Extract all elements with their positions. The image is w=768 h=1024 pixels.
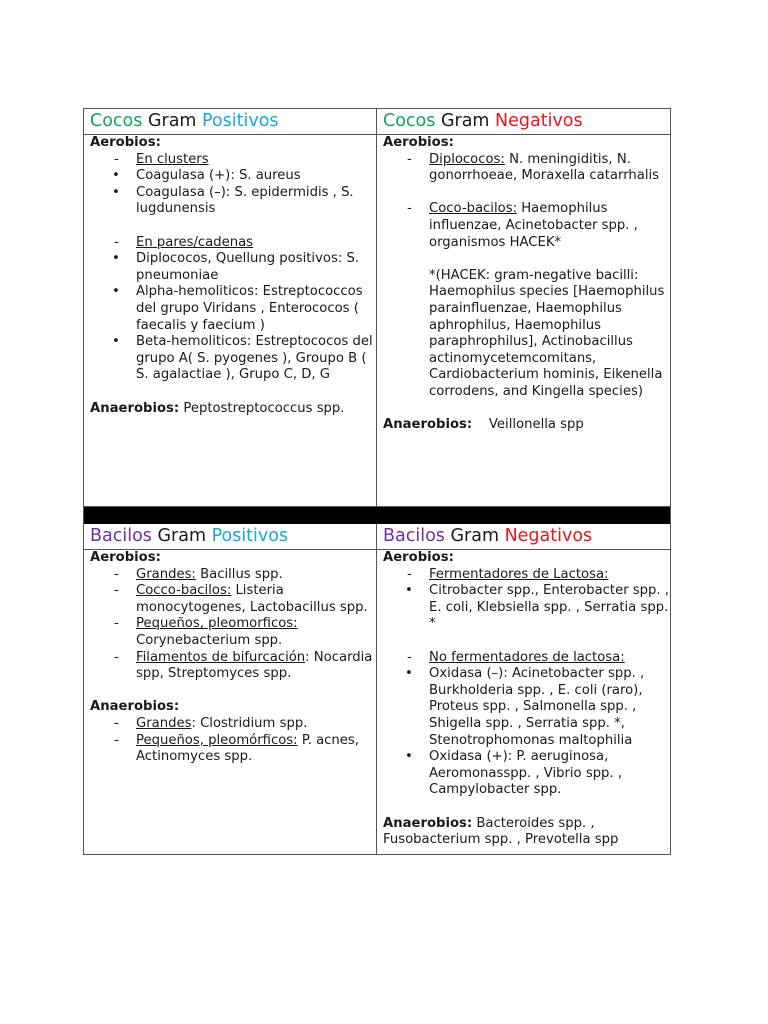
header-word: Gram [435, 111, 496, 131]
anaerobios-line [383, 816, 670, 849]
header-word: Gram [151, 526, 212, 546]
list-text: Corynebacterium spp. [136, 632, 283, 648]
aerobios-label: Aerobios: [90, 135, 161, 150]
header-word: Positivos [202, 111, 279, 131]
list-item: • Alpha-hemoliticos: Estreptococcos del grupo Viridans , Enterococos ( faecalis y faecium ) [90, 284, 376, 334]
bacteria-classification-table [83, 108, 671, 855]
body-row-cocos [84, 135, 670, 506]
subheading-grandes: Grandes: [136, 566, 196, 582]
anaerobios-label: Anaerobios: [383, 417, 473, 433]
header-word: Cocos [383, 111, 436, 131]
list-text: : Clostridium spp. [191, 715, 308, 731]
list-item: • Beta-hemoliticos: Estreptococos del grupo A( S. pyogenes ), Groupo B ( S. agalactiae ), Grupo C, D, G [90, 334, 376, 384]
list-item: • Coagulasa (+): S. aureus [90, 168, 376, 185]
subheading-cocco-bacilos: Cocco-bacilos: [136, 583, 232, 599]
cell-cocos-positivos [84, 135, 377, 506]
list-item: • Citrobacter spp., Enterobacter spp. , E. coli, Klebsiella spp. , Serratia spp. * [383, 583, 670, 633]
divider-bar [84, 506, 670, 524]
list-text: : Nocardia spp, Streptomyces spp. [136, 649, 373, 682]
list-item: • Diplococos, Quellung positivos: S. pneumoniae [90, 251, 376, 284]
list-text: N. meningiditis, N. gonorrhoeae, Moraxella catarrhalis [429, 151, 660, 184]
subheading-filamentos: Filamentos de bifurcación [136, 649, 306, 665]
header-cocos-positivos [84, 109, 377, 135]
subheading-coco-bacilos: Coco-bacilos: [429, 201, 518, 217]
subheading-pequenos: Pequeños, pleomorficos: [136, 616, 298, 632]
list-text: P. acnes, Actinomyces spp. [136, 732, 359, 765]
header-bacilos-negativos [377, 524, 670, 550]
header-row-cocos [84, 109, 670, 135]
header-row-bacilos [84, 524, 670, 550]
list-text: Haemophilus influenzae, Acinetobacter spp. , organismos HACEK* [429, 201, 638, 250]
hacek-note: *(HACEK: gram-negative bacilli: Haemophilus species [Haemophilus parainfluenzae, Haemophilus aphrophilus, Haemophilus paraphrophilus], Actinobacillus actinomycetemcomitans, Cardiobacterium hominis, Eikenella corrodens, and Kingella species) [429, 267, 665, 399]
aerobios-label: Aerobios: [90, 550, 161, 565]
header-word: Bacilos [383, 526, 445, 546]
list-item: • Oxidasa (–): Acinetobacter spp. , Burkholderia spp. , E. coli (raro), Proteus spp. , Salmonella spp. , Shigella spp. , Serratia spp. *, Stenotrophomonas maltophilia [383, 666, 670, 749]
anaerobios-text: Bacteroides spp. , Fusobacterium spp. , Prevotella spp [383, 815, 619, 848]
body-row-bacilos [84, 550, 670, 854]
list-item: • Oxidasa (+): P. aeruginosa, Aeromonasspp. , Vibrio spp. , Campylobacter spp. [383, 749, 670, 799]
anaerobios-label: Anaerobios: [383, 815, 473, 831]
header-word: Negativos [504, 526, 593, 546]
header-cocos-negativos [377, 109, 670, 135]
subheading-grandes: Grandes [136, 715, 192, 731]
anaerobios-line [383, 417, 670, 434]
subheading-clusters: En clusters [136, 151, 209, 167]
header-word: Gram [142, 111, 203, 131]
anaerobios-label: Anaerobios: [90, 699, 180, 715]
header-word: Cocos [90, 111, 143, 131]
cell-cocos-negativos [377, 135, 670, 506]
header-word: Bacilos [90, 526, 152, 546]
list-item: • Coagulasa (–): S. epidermidis , S. lugdunensis [90, 185, 376, 218]
anaerobios-label: Anaerobios: [90, 400, 180, 416]
subheading-pequenos: Pequeños, pleomórficos: [136, 732, 298, 748]
subheading-fermentadores: Fermentadores de Lactosa: [429, 566, 609, 582]
subheading-no-fermentadores: No fermentadores de lactosa: [429, 649, 625, 665]
cell-bacilos-positivos [84, 550, 377, 854]
list-text: Bacillus spp. [195, 566, 283, 582]
subheading-pares: En pares/cadenas [136, 234, 254, 250]
header-word: Negativos [495, 111, 583, 131]
header-word: Gram [444, 526, 505, 546]
subheading-diplococos: Diplococos: [429, 151, 505, 167]
aerobios-label: Aerobios: [383, 550, 454, 565]
anaerobios-line [90, 401, 376, 418]
cell-bacilos-negativos [377, 550, 670, 854]
anaerobios-text: Veillonella spp [472, 417, 584, 433]
list-text: Listeria monocytogenes, Lactobacillus spp. [136, 583, 368, 615]
aerobios-label: Aerobios: [383, 135, 454, 150]
anaerobios-text: Peptostreptococcus spp. [179, 400, 345, 416]
header-bacilos-positivos [84, 524, 377, 550]
header-word: Positivos [211, 526, 289, 546]
